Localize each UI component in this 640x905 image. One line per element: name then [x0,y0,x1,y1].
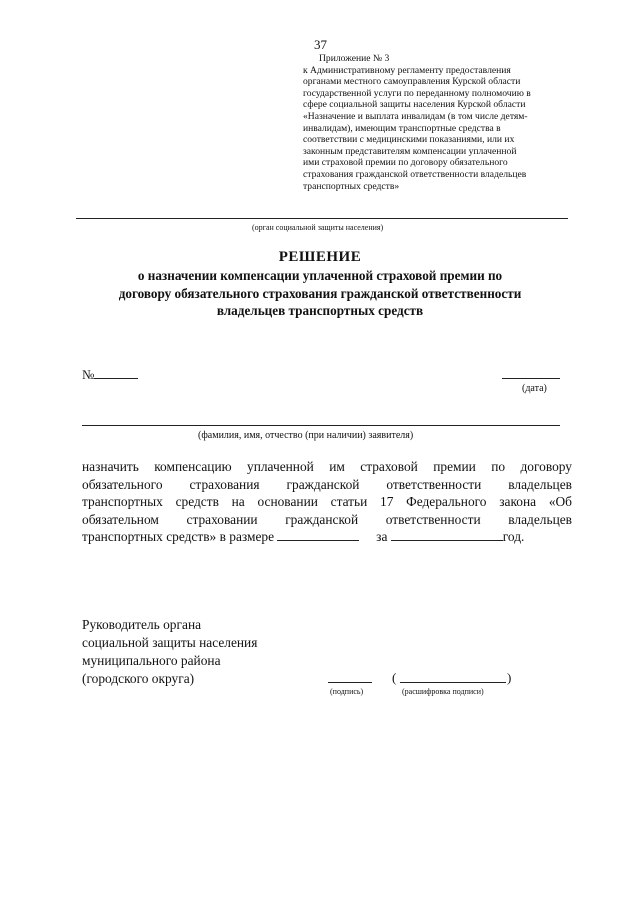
body-line: обязательного страхования гражданской ответственности владельцев [82,476,572,492]
organ-field-line [76,218,568,219]
decryption-close-paren: ) [507,670,512,685]
annex-line: сфере социальной защиты населения Курской области [303,99,526,111]
body-line: транспортных средств на основании статьи 17 Федерального закона «Об [82,494,572,510]
body-year-label: год. [502,529,525,545]
signature-field-line [328,682,372,683]
signer-line: (городского округа) [82,671,195,686]
signature-caption: (подпись) [330,687,364,696]
subtitle-line: владельцев транспортных средств [216,303,424,318]
page-number: 37 [314,37,327,52]
body-line: обязательном страховании гражданской ответственности владельцев [82,511,572,527]
signer-block [82,616,257,688]
date-caption: (дата) [522,383,547,394]
year-blank [391,528,503,541]
subtitle-line: о назначении компенсации уплаченной страховой премии по [137,268,503,283]
document-subtitle [60,267,580,320]
decryption-open-paren: ( [392,670,397,685]
annex-line: транспортных средств» [303,180,400,192]
annex-title: Приложение № 3 [319,53,390,64]
signer-line: социальной защиты населения [82,635,258,650]
decryption-caption: (расшифровка подписи) [402,687,484,696]
number-label: № [82,367,95,382]
annex-line: законным представителям компенсации уплаченной [303,145,517,157]
body-period-label: за [376,529,388,545]
annex-header [303,53,573,192]
applicant-field-line [82,425,560,426]
decision-number [82,367,138,383]
subtitle-line: договору обязательного страхования гражданской ответственности [118,285,522,301]
body-amount-label: транспортных средств» в размере [82,529,275,545]
annex-line: «Назначение и выплата инвалидам (в том числе детям- [303,110,528,122]
annex-line: ими страховой премии по договору обязательного [303,157,508,169]
annex-line: к Административному регламенту предоставления [303,64,511,76]
annex-line: органами местного самоуправления Курской области [303,76,521,88]
signer-line: Руководитель органа [82,617,202,632]
annex-line: инвалидам), имеющим транспортные средства в [303,122,501,134]
date-field-line [502,378,560,379]
annex-line: страхования гражданской ответственности владельцев [303,168,527,180]
body-last-line [82,528,572,546]
body-line: назначить компенсацию уплаченной им страховой премии по договору [82,459,572,474]
annex-line: соответствии с медицинскими показаниями, или их [303,134,515,146]
signer-line: муниципального района [82,653,221,668]
applicant-caption: (фамилия, имя, отчество (при наличии) заявителя) [198,430,414,441]
number-blank [94,367,138,379]
organ-caption: (орган социальной защиты населения) [252,223,384,232]
amount-blank [277,528,359,541]
decryption-field-line [400,682,506,683]
decision-body [82,458,572,546]
document-title: РЕШЕНИЕ [278,249,362,265]
annex-line: государственной услуги по переданному полномочию в [303,87,531,99]
